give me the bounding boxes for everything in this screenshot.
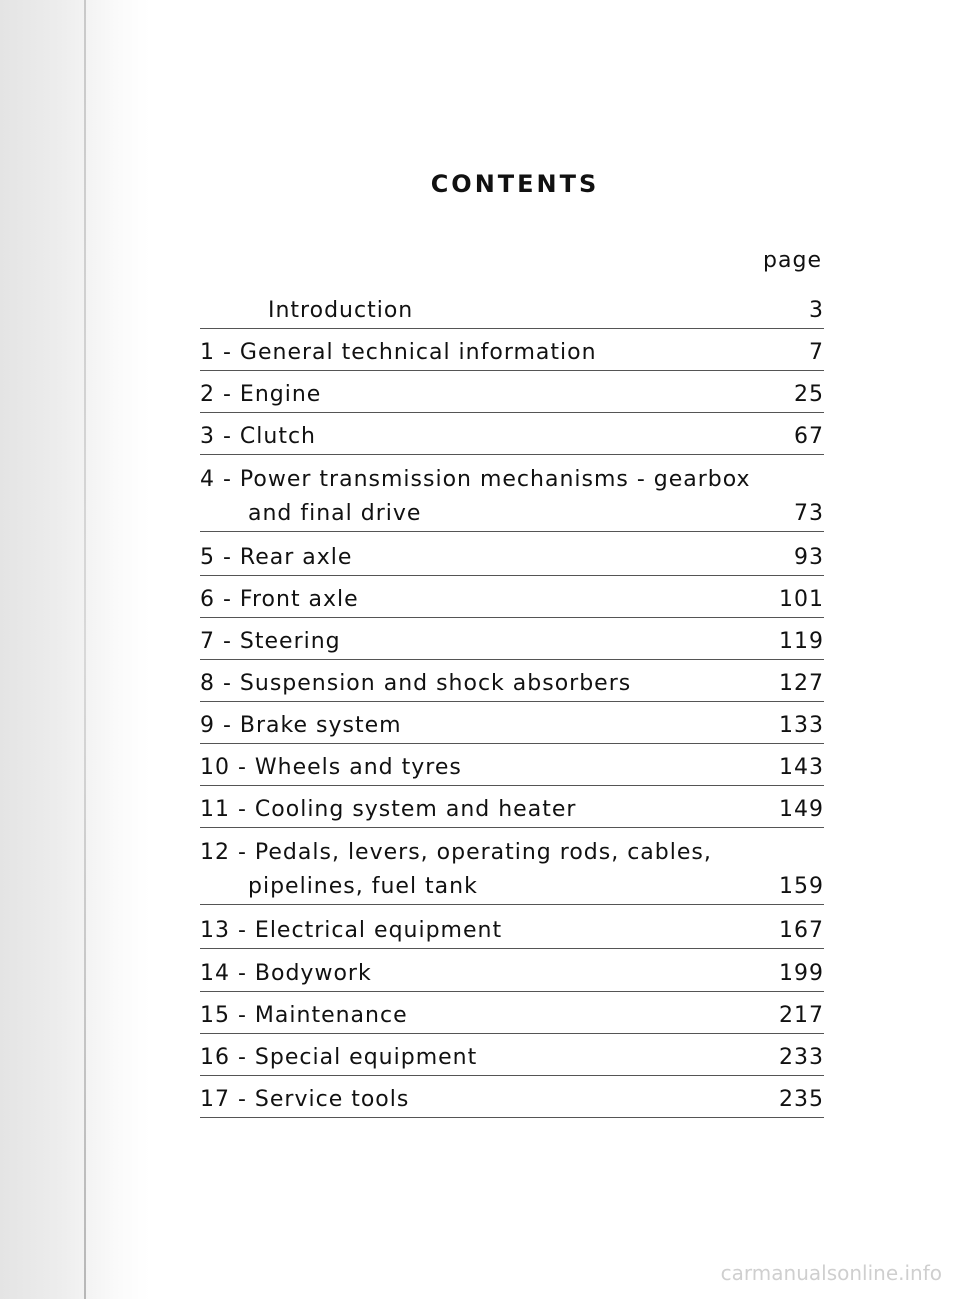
toc-entry-service-tools[interactable]: [200, 1083, 824, 1118]
watermark: carmanualsonline.info: [720, 1261, 942, 1285]
toc-entry-label: 1 - General technical information: [200, 340, 597, 365]
toc-entry-page: 167: [779, 918, 824, 943]
toc-entry-page: 149: [779, 797, 824, 822]
toc-entry-page: 3: [809, 298, 824, 323]
toc-entry-page: 143: [779, 755, 824, 780]
toc-entry-page: 133: [779, 713, 824, 738]
toc-entry-general-technical-information[interactable]: [200, 336, 824, 371]
toc-entry-wheels-and-tyres[interactable]: [200, 751, 824, 786]
toc-entry-label-continued: and final drive: [248, 501, 422, 526]
toc-entry-label: 11 - Cooling system and heater: [200, 797, 577, 822]
toc-entry-label: 13 - Electrical equipment: [200, 918, 503, 943]
toc-entry-page: 93: [794, 545, 824, 570]
toc-entry-label: 12 - Pedals, levers, operating rods, cables,: [200, 840, 712, 865]
toc-entry-page: 101: [779, 587, 824, 612]
toc-entry-pedals-levers[interactable]: [200, 836, 824, 905]
toc-entry-page: 119: [779, 629, 824, 654]
toc-entry-label: 10 - Wheels and tyres: [200, 755, 462, 780]
toc-entry-page: 199: [779, 961, 824, 986]
toc-entry-introduction[interactable]: [200, 294, 824, 329]
toc-entry-page: 7: [809, 340, 824, 365]
toc-entry-label: 3 - Clutch: [200, 424, 317, 449]
toc-entry-electrical-equipment[interactable]: [200, 914, 824, 949]
toc-entry-page: 233: [779, 1045, 824, 1070]
toc-entry-clutch[interactable]: [200, 420, 824, 455]
toc-entry-label: 8 - Suspension and shock absorbers: [200, 671, 632, 696]
toc-entry-label: 2 - Engine: [200, 382, 322, 407]
toc-entry-label: 9 - Brake system: [200, 713, 402, 738]
toc-entry-brake-system[interactable]: [200, 709, 824, 744]
toc-entry-label: 14 - Bodywork: [200, 961, 372, 986]
toc-entry-power-transmission[interactable]: [200, 463, 824, 532]
toc-entry-suspension[interactable]: [200, 667, 824, 702]
toc-entry-label: Introduction: [268, 298, 414, 323]
toc-entry-label: 15 - Maintenance: [200, 1003, 408, 1028]
toc-entry-rear-axle[interactable]: [200, 541, 824, 576]
toc-entry-page: 159: [779, 874, 824, 899]
toc-entry-label: 5 - Rear axle: [200, 545, 353, 570]
toc-entry-page: 67: [794, 424, 824, 449]
toc-entry-label: 4 - Power transmission mechanisms - gearbox: [200, 467, 751, 492]
toc-entry-label: 6 - Front axle: [200, 587, 359, 612]
toc-entry-label-continued: pipelines, fuel tank: [248, 874, 478, 899]
toc-entry-front-axle[interactable]: [200, 583, 824, 618]
toc-entry-steering[interactable]: [200, 625, 824, 660]
toc-entry-label: 16 - Special equipment: [200, 1045, 478, 1070]
toc-entry-engine[interactable]: [200, 378, 824, 413]
toc-entry-bodywork[interactable]: [200, 957, 824, 992]
toc-entry-page: 25: [794, 382, 824, 407]
toc-entry-label: 7 - Steering: [200, 629, 341, 654]
toc-entry-page: 73: [794, 501, 824, 526]
page-column-header: page: [763, 248, 822, 273]
toc-entry-special-equipment[interactable]: [200, 1041, 824, 1076]
toc-entry-page: 127: [779, 671, 824, 696]
toc-entry-page: 235: [779, 1087, 824, 1112]
toc-entry-label: 17 - Service tools: [200, 1087, 410, 1112]
toc-entry-page: 217: [779, 1003, 824, 1028]
toc-entry-maintenance[interactable]: [200, 999, 824, 1034]
toc-entry-cooling-system[interactable]: [200, 793, 824, 828]
page-title: CONTENTS: [430, 170, 600, 198]
